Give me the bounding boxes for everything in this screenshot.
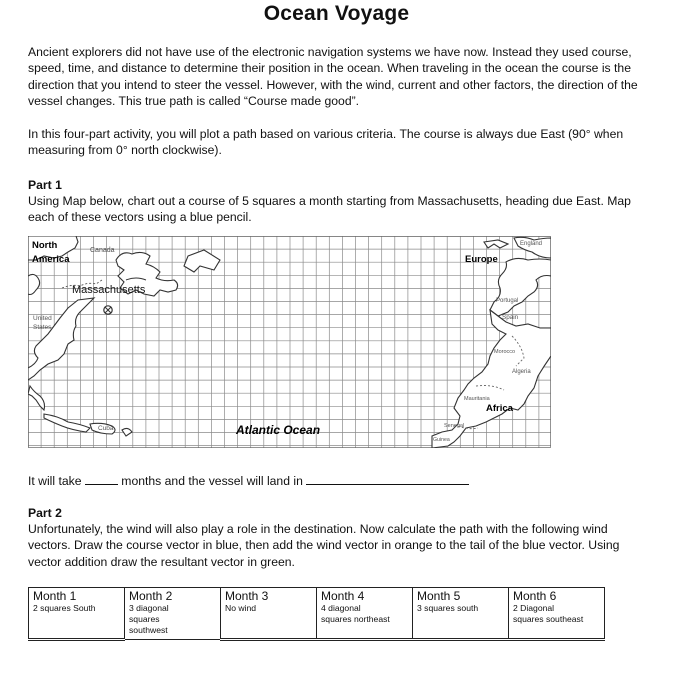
morocco-label: Morocco [494, 349, 516, 355]
canada-label: Canada [90, 247, 115, 254]
month-detail: 2 Diagonal [513, 603, 555, 613]
cuba-label: Cuba [98, 425, 114, 432]
months-blank[interactable] [85, 472, 118, 485]
fill-in-text-middle: months and the vessel will land in [121, 474, 303, 488]
part1-heading: Part 1 [28, 178, 62, 192]
table-row [29, 588, 605, 640]
month-detail: 3 diagonal [129, 603, 169, 613]
month-detail: 4 diagonal [321, 603, 361, 613]
england-label: England [520, 241, 543, 247]
united-states-label-2: States [33, 324, 52, 331]
month-cell [29, 588, 125, 640]
month-detail: southwest [129, 625, 168, 635]
month-cell [317, 588, 413, 640]
month-cell [413, 588, 509, 640]
month-label: Month 4 [321, 589, 365, 603]
month-label: Month 5 [417, 589, 461, 603]
africa-label: Africa [486, 403, 513, 414]
portugal-label: Portugal [496, 298, 519, 304]
massachusetts-label: Massachusetts [72, 284, 146, 296]
senegal-label: Senegal [444, 423, 465, 429]
month-cell [221, 588, 317, 640]
north-america-label-1: North [32, 240, 58, 251]
page-title: Ocean Voyage [263, 2, 410, 25]
month-label: Month 3 [225, 589, 269, 603]
part2-heading: Part 2 [28, 506, 62, 520]
month-detail: squares southeast [513, 614, 584, 624]
month-detail: No wind [225, 603, 257, 613]
map-canvas [28, 236, 551, 448]
part1-text: Using Map below, chart out a course of 5 squares a month starting from Massachusetts, heading due East. Map each of these vectors using a blue pencil. [28, 194, 631, 225]
intro-paragraph: Ancient explorers did not have use of the electronic navigation systems we have now. Instead they used course, speed, time, and distance to determine their position in the ocean. When traveling in the ocean the course is the direction that you intend to steer the vessel. However, with the wind, current and other factors, the direction of the vessel changes. This true path is called “Course made good”. [28, 45, 638, 109]
fill-in-line [28, 472, 643, 489]
mauritania-label: Mauritania [464, 396, 490, 402]
guinea-label: Guinea [433, 437, 450, 443]
fill-in-text-before: It will take [28, 474, 82, 488]
month-detail: squares [129, 614, 160, 624]
atlantic-ocean-label: Atlantic Ocean [236, 423, 321, 437]
month-label: Month 6 [513, 589, 557, 603]
united-states-label-1: United [33, 315, 52, 322]
voyage-map [28, 236, 551, 448]
north-america-label-2: America [32, 254, 70, 265]
wind-vectors-table [28, 587, 605, 641]
destination-blank[interactable] [306, 472, 469, 485]
month-cell [125, 588, 221, 640]
spain-label: Spain [502, 314, 519, 321]
month-detail: 2 squares South [33, 603, 96, 613]
month-label: Month 2 [129, 589, 173, 603]
europe-label: Europe [465, 254, 498, 265]
month-cell [509, 588, 605, 640]
activity-paragraph: In this four-part activity, you will plot a path based on various criteria. The course is always due East (90° when measuring from 0° north clockwise). [28, 127, 624, 158]
algeria-label: Algeria [512, 369, 531, 375]
part2-text: Unfortunately, the wind will also play a role in the destination. Now calculate the path with the following wind vectors. Draw the course vector in blue, then add the wind vector in orange to the tail of the blue vector. Using vector addition draw the resultant vector in green. [28, 522, 620, 569]
month-detail: 3 squares south [417, 603, 479, 613]
month-label: Month 1 [33, 589, 77, 603]
month-detail: squares northeast [321, 614, 390, 624]
